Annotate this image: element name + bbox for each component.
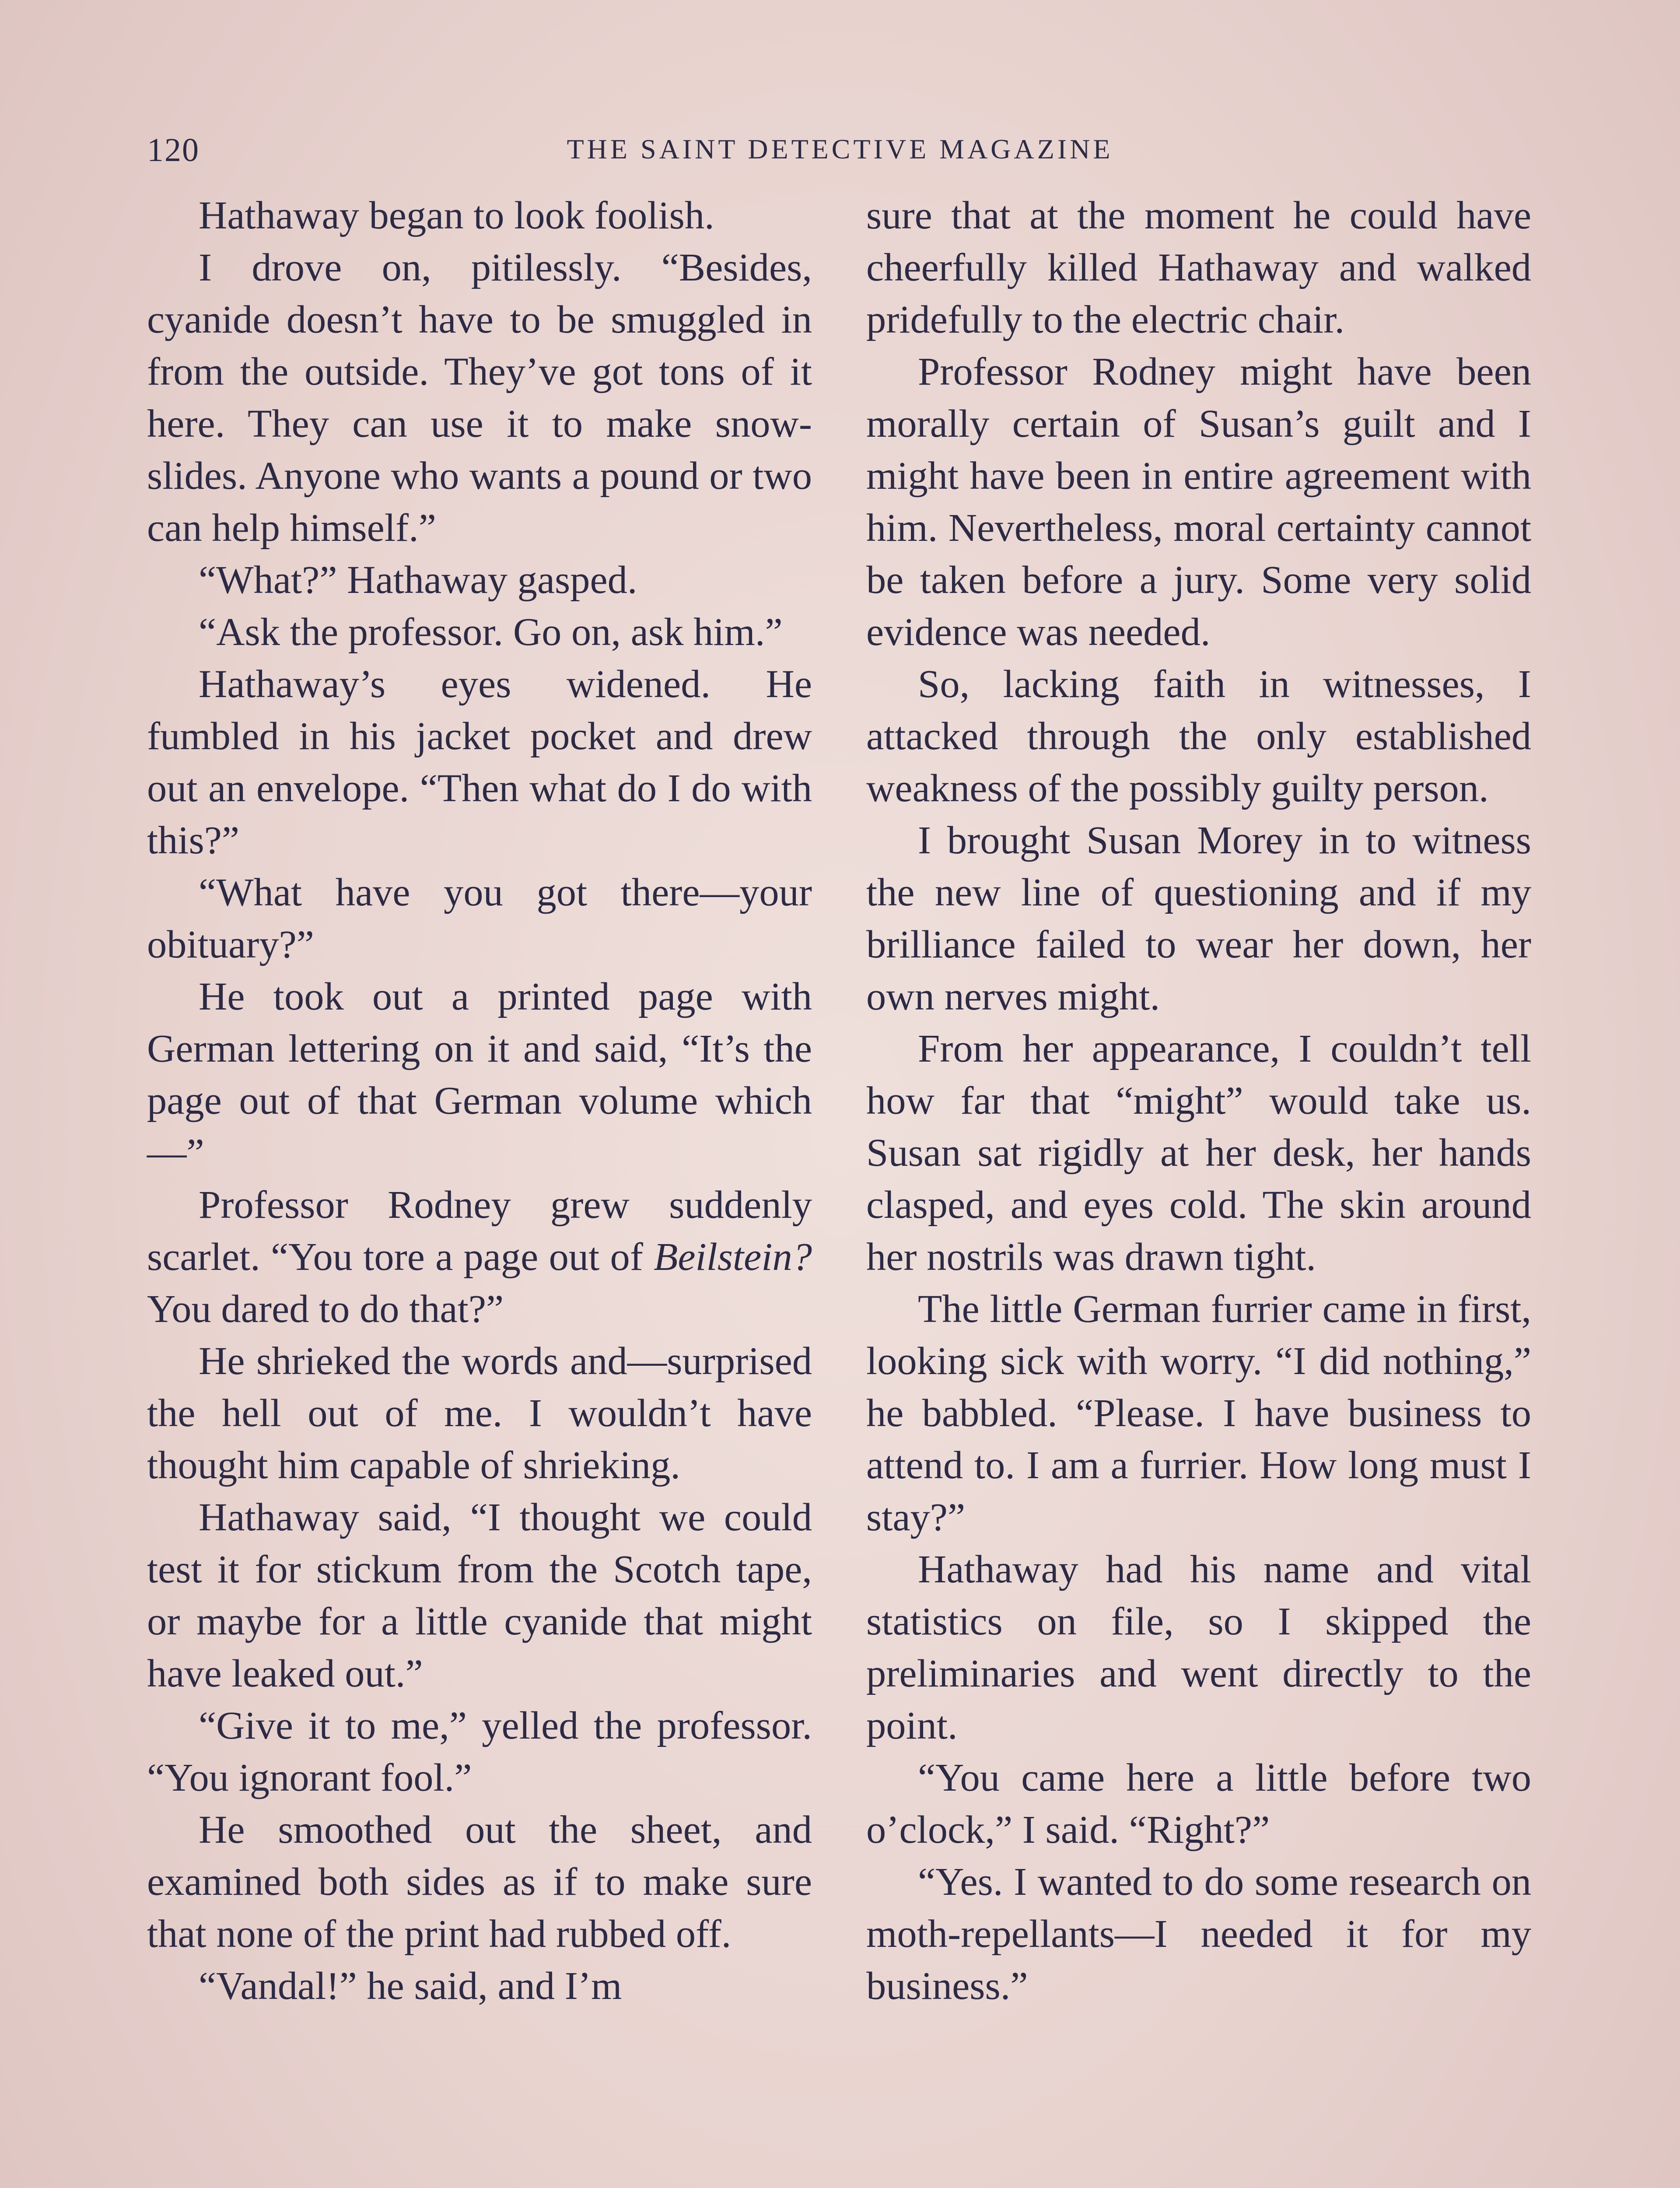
paragraph: “Ask the professor. Go on, ask him.”: [199, 610, 783, 654]
paragraph: Hathaway’s eyes widened. He fumbled in his jacket pocket and drew out an envelope. “Then what do I do with this?”: [147, 662, 812, 862]
running-head: THE SAINT DETECTIVE MAGAZINE: [567, 133, 1113, 165]
paragraph: He smoothed out the sheet, and examined both sides as if to make sure that none of the print had rubbed off.: [147, 1807, 812, 1956]
page-number: 120: [147, 132, 200, 168]
paragraph: “Vandal!” he said, and I’m: [199, 1964, 622, 2008]
paragraph: Professor Rodney grew suddenly scarlet. “You tore a page out of Beilstein? You dared to do that?”: [147, 1182, 812, 1331]
paragraph: sure that at the moment he could have cheerfully killed Hathaway and walked pridefully to the electric chair.: [866, 193, 1531, 341]
paragraph: He took out a printed page with German lettering on it and said, “It’s the page out of that German volume which—”: [147, 974, 812, 1175]
paragraph: “What?” Hathaway gasped.: [199, 558, 637, 602]
paragraph: “Give it to me,” yelled the professor. “You ignorant fool.”: [147, 1703, 812, 1799]
paragraph: The little German furrier came in first, looking sick with worry. “I did nothing,” he babbled. “Please. I have business to attend to. I am a furrier. How long must I stay?”: [866, 1287, 1531, 1539]
paragraph: “Yes. I wanted to do some research on moth-repellants—I needed it for my business.”: [866, 1859, 1531, 2008]
paragraph: So, lacking faith in witnesses, I attacked through the only established weakness of the possibly guilty person.: [866, 662, 1531, 810]
left-text-column: [147, 189, 812, 2012]
paragraph: “What have you got there—your obituary?”: [147, 870, 812, 966]
paragraph: I brought Susan Morey in to witness the new line of questioning and if my brilliance failed to wear her down, her own nerves might.: [866, 818, 1531, 1018]
paragraph: Hathaway said, “I thought we could test it for stickum from the Scotch tape, or maybe for a little cyanide that might have leaked out.”: [147, 1495, 812, 1695]
page-header: [147, 131, 1533, 171]
paragraph: From her appearance, I couldn’t tell how far that “might” would take us. Susan sat rigidly at her desk, her hands clasped, and eyes cold. The skin around her nostrils was drawn tight.: [866, 1026, 1531, 1279]
book-title: Beilstein?: [654, 1234, 812, 1279]
right-text-column: [866, 189, 1531, 2012]
paragraph: Professor Rodney might have been morally certain of Susan’s guilt and I might have been in entire agreement with him. Nevertheless, moral certainty cannot be taken before a jury. Some very solid evidence was needed.: [866, 349, 1531, 654]
paragraph: “You came here a little before two o’clock,” I said. “Right?”: [866, 1755, 1531, 1851]
paragraph: I drove on, pitilessly. “Besides, cyanide doesn’t have to be smuggled in from the outside. They’ve got tons of it here. They can use it to make snow-slides. Anyone who wants a pound or two can help himself.”: [147, 245, 812, 550]
paragraph: Hathaway began to look foolish.: [199, 193, 714, 237]
paragraph: Hathaway had his name and vital statistics on file, so I skipped the preliminaries and went directly to the point.: [866, 1547, 1531, 1747]
paragraph: He shrieked the words and—surprised the hell out of me. I wouldn’t have thought him capable of shrieking.: [147, 1339, 812, 1487]
